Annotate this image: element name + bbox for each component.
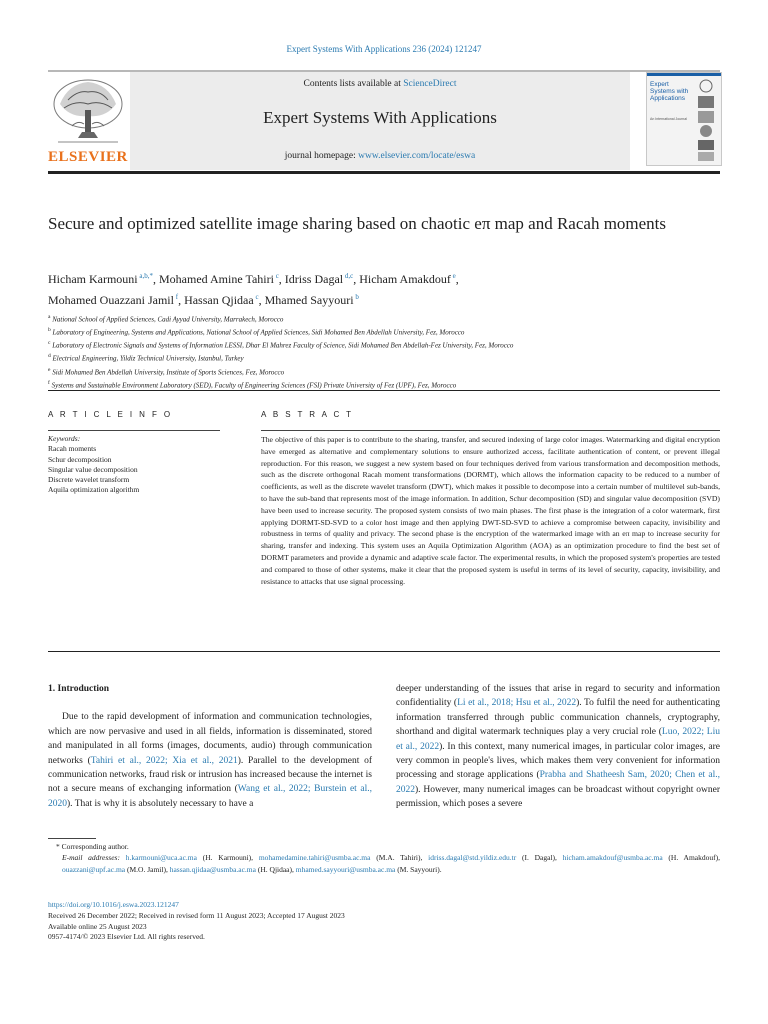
author-affiliation-marker[interactable]: e: [450, 272, 456, 280]
history-dates: Received 26 December 2022; Received in revised form 11 August 2023; Accepted 17 August 2023: [48, 910, 345, 920]
author-name[interactable]: Hassan Qjidaa: [184, 293, 254, 307]
email-owner: (M.O. Jamil),: [125, 864, 170, 874]
affiliation-item: [48, 351, 720, 364]
affiliation-key: e: [48, 366, 51, 373]
paper-title: Secure and optimized satellite image sharing based on chaotic eπ map and Racah moments: [48, 214, 667, 233]
author-name[interactable]: Hicham Amakdouf: [359, 272, 451, 286]
abstract-heading: A B S T R A C T: [261, 410, 354, 419]
cover-stripe: [647, 73, 721, 76]
email-link[interactable]: mohamedamine.tahiri@usmba.ac.ma: [258, 853, 371, 863]
available-online: Available online 25 August 2023: [48, 921, 147, 931]
email-link[interactable]: hicham.amakdouf@usmba.ac.ma: [562, 853, 663, 863]
author-affiliation-marker[interactable]: b: [353, 293, 359, 301]
keyword-item: Schur decomposition: [48, 454, 112, 464]
journal-homepage-line: [130, 151, 630, 161]
affiliation-key: a: [48, 314, 51, 320]
intro-paragraph-continued: [396, 682, 720, 812]
keyword-item: Singular value decomposition: [48, 464, 138, 474]
sciencedirect-link[interactable]: ScienceDirect: [403, 79, 457, 89]
cover-title: Expert Systems with Applications: [650, 81, 689, 102]
copyright-line: 0957-4174/© 2023 Elsevier Ltd. All rights reserved.: [48, 932, 205, 942]
journal-citation-link[interactable]: Expert Systems With Applications 236 (2024) 121247: [286, 44, 482, 54]
keyword-item: Aquila optimization algorithm: [48, 485, 140, 495]
citation-link[interactable]: Tahiri et al., 2022; Xia et al., 2021: [90, 755, 238, 766]
body-text: ). That is why it is absolutely necessary to have a: [67, 798, 254, 809]
email-link[interactable]: hassan.qjidaa@usmba.ac.ma: [169, 864, 256, 874]
body-text: ). Parallel to the development of communication networks, fraud risk or intrusion has increased because the internet is not a secure means of exchanging information (: [48, 755, 372, 795]
body-text: Due to the rapid development of information and communication technologies, which are now pervasive and used in all fields, information is disseminated, stored and manipulated in all forms (images, documents, audio) through communication networks (: [48, 712, 372, 766]
email-label: E-mail addresses:: [62, 853, 126, 863]
email-owner: (I. Dagal),: [516, 853, 563, 863]
intro-paragraph: [48, 710, 372, 811]
author-name[interactable]: Mohamed Amine Tahiri: [159, 272, 274, 286]
cover-figure-icons: [693, 77, 719, 163]
corresponding-author-note: * Corresponding author.: [56, 842, 129, 851]
email-link[interactable]: mhamed.sayyouri@usmba.ac.ma: [295, 864, 396, 874]
body-text: ). To fulfil the need for authenticating information transferred through public communication channels, cryptography, shorthand and digital watermark techniques play a very crucial role (: [396, 698, 720, 738]
doi-link[interactable]: https://doi.org/10.1016/j.eswa.2023.121247: [48, 900, 179, 909]
author-name[interactable]: Mhamed Sayyouri: [264, 293, 354, 307]
affiliation-list: [48, 312, 720, 391]
email-link[interactable]: h.karmouni@uca.ac.ma: [125, 853, 197, 863]
author-list: Hicham Karmouni $^{a,b,*}$, Mohamed Amine Tahiri $^c$, Idriss Dagal $^{d,c}$, Hicham Amakdouf $^e$, Mohamed Ouazzani Jamil $^f$, Hassan Qjidaa $^c$, Mhamed Sayyouri $^b$: [48, 272, 459, 307]
header-bottom-rule: [48, 171, 720, 174]
body-text: ). However, many numerical images can be broadcast without copyright owner permission, which poses a severe: [396, 784, 720, 810]
author-name[interactable]: Idriss Dagal: [284, 272, 344, 286]
affiliation-key: d: [48, 353, 51, 360]
affiliation-text: Sidi Mohamed Ben Abdellah University, Institute of Sports Sciences, Fez, Morocco: [50, 367, 285, 376]
email-owner: (M. Sayyouri).: [395, 864, 442, 874]
journal-title: Expert Systems With Applications: [263, 108, 497, 127]
contents-line: [130, 79, 630, 89]
author-affiliation-marker[interactable]: f: [173, 293, 179, 301]
keywords-block: [48, 434, 223, 496]
article-footer: [48, 900, 720, 943]
author-affiliation-marker[interactable]: c: [273, 272, 279, 280]
elsevier-wordmark: ELSEVIER: [48, 149, 128, 165]
article-info-rule: [48, 430, 220, 431]
contents-prefix: Contents lists available at: [303, 79, 404, 89]
keywords-label: Keywords:: [48, 434, 81, 443]
affiliation-item: [48, 365, 720, 378]
affiliation-text: Laboratory of Electronic Signals and Systems of Information LESSI, Dhar El Mahrez Faculty of Science, Sidi Mohamed Ben Abdellah-Fez University, Fez, Morocco: [50, 341, 514, 350]
affiliation-item: [48, 325, 720, 338]
keyword-item: Racah moments: [48, 444, 97, 454]
article-info-heading: A R T I C L E I N F O: [48, 410, 173, 419]
abstract-text: The objective of this paper is to contribute to the sharing, transfer, and secured indexing of large color images. Watermarking and digital encryption have emerged as alternative and complementary solutions to ensure authorized access, facilitate authentication of content, or prevent illegal reproduction. For this reason, we suggest a new system based on four techniques derived from various transformation and decomposition methods, such as the discrete orthogonal Racah moment transformations (DORMT), which allows the information capacity to be reduced to a number of coefficients, as well as the discrete wavelet transform (DWT), which makes it possible to decompose into a certain number of multilevel sub-bands, to have the sub-band that represents most of the image information. In addition, Schur decomposition (SD) and singular value decomposition (SVD) have been used to increase security. The proposed system consists of two main phases. The first phase is the integration of a color watermark, first applying DORMT-SD-SVD to a color host image and then applying DWT-SD-SVD to achieve a compromise between capacity, invisibility and robustness in terms of quality and privacy. The second phase is the encryption of the watermarked image with an eπ map to increase security for sharing, transfer and indexing. This system uses an Aquila Optimization Algorithm (AOA) as an optimization procedure to find the best set of DORMT parameters and provide a dynamic and adaptive scale factor. The experimental results, in which the proposed system's properties are tested and compared to those of other systems, make it clear that the proposed system is useful in terms of its level of security, capacity, invisibility, and resistance to attacks that use signal processing.: [261, 435, 720, 586]
author-affiliation-marker[interactable]: d,c: [343, 272, 354, 280]
author-affiliation-marker[interactable]: c: [253, 293, 259, 301]
section-rule: [48, 390, 720, 391]
section-heading: 1. Introduction: [48, 684, 110, 694]
affiliation-text: Laboratory of Engineering, Systems and Applications, National School of Applied Sciences, Sidi Mohamed Ben Abdellah University, Fez, Morocco: [50, 328, 465, 337]
affiliation-text: Systems and Sustainable Environment Laboratory (SED), Faculty of Engineering Sciences (FSI) Private University of Fez (UPF), Fez, Morocco: [49, 380, 457, 389]
email-owner: (H. Karmouni),: [196, 853, 259, 863]
elsevier-tree-logo: [48, 74, 128, 150]
email-link[interactable]: ouazzani@upf.ac.ma: [62, 864, 126, 874]
citation-link[interactable]: Li et al., 2018; Hsu et al., 2022: [457, 698, 577, 709]
citation-link[interactable]: Luo, 2022; Liu et al., 2022: [396, 727, 720, 752]
body-text: deeper understanding of the issues that arise in regard to security and information confidentiality (: [396, 684, 720, 709]
email-owner: (M.A. Tahiri),: [370, 853, 429, 863]
cover-subtitle: An International Journal: [650, 117, 687, 121]
author-affiliation-marker[interactable]: a,b,*: [137, 272, 154, 280]
footnote-block: [48, 841, 720, 875]
abstract-bottom-rule: [48, 651, 720, 652]
email-addresses: [48, 852, 720, 875]
citation-link[interactable]: Wang et al., 2022; Burstein et al., 2020: [48, 784, 372, 809]
keyword-item: Discrete wavelet transform: [48, 475, 130, 485]
author-name[interactable]: Hicham Karmouni: [48, 272, 138, 286]
email-owner: (H. Qjidaa),: [255, 864, 296, 874]
homepage-prefix: journal homepage:: [284, 151, 359, 161]
abstract-rule: [261, 430, 720, 431]
email-owner: (H. Amakdouf),: [662, 853, 720, 863]
affiliation-key: c: [48, 340, 51, 347]
affiliation-key: f: [48, 379, 50, 386]
affiliation-text: Electrical Engineering, Yildiz Technical University, Istanbul, Turkey: [50, 354, 244, 363]
journal-cover-thumbnail[interactable]: [646, 72, 722, 166]
footnote-rule: [48, 838, 96, 839]
body-right-column: [396, 682, 720, 812]
body-left-column: [48, 682, 372, 811]
email-link[interactable]: idriss.dagal@std.yildiz.edu.tr: [428, 853, 517, 863]
citation-link[interactable]: Prabha and Shatheesh Sam, 2020; Chen et al., 2022: [396, 770, 720, 795]
affiliation-item: [48, 312, 720, 325]
affiliation-key: b: [48, 327, 51, 334]
body-text: ). In this context, many numerical images, in particular color images, are very common in people's lives, which makes them very convenient for information processing and storage applications (: [396, 741, 720, 781]
affiliation-item: [48, 338, 720, 351]
author-name[interactable]: Mohamed Ouazzani Jamil: [48, 293, 174, 307]
affiliation-item: [48, 378, 720, 391]
affiliation-text: National School of Applied Sciences, Cadi Ayyad University, Marrakech, Morocco: [50, 315, 284, 324]
homepage-link[interactable]: www.elsevier.com/locate/eswa: [358, 151, 476, 161]
